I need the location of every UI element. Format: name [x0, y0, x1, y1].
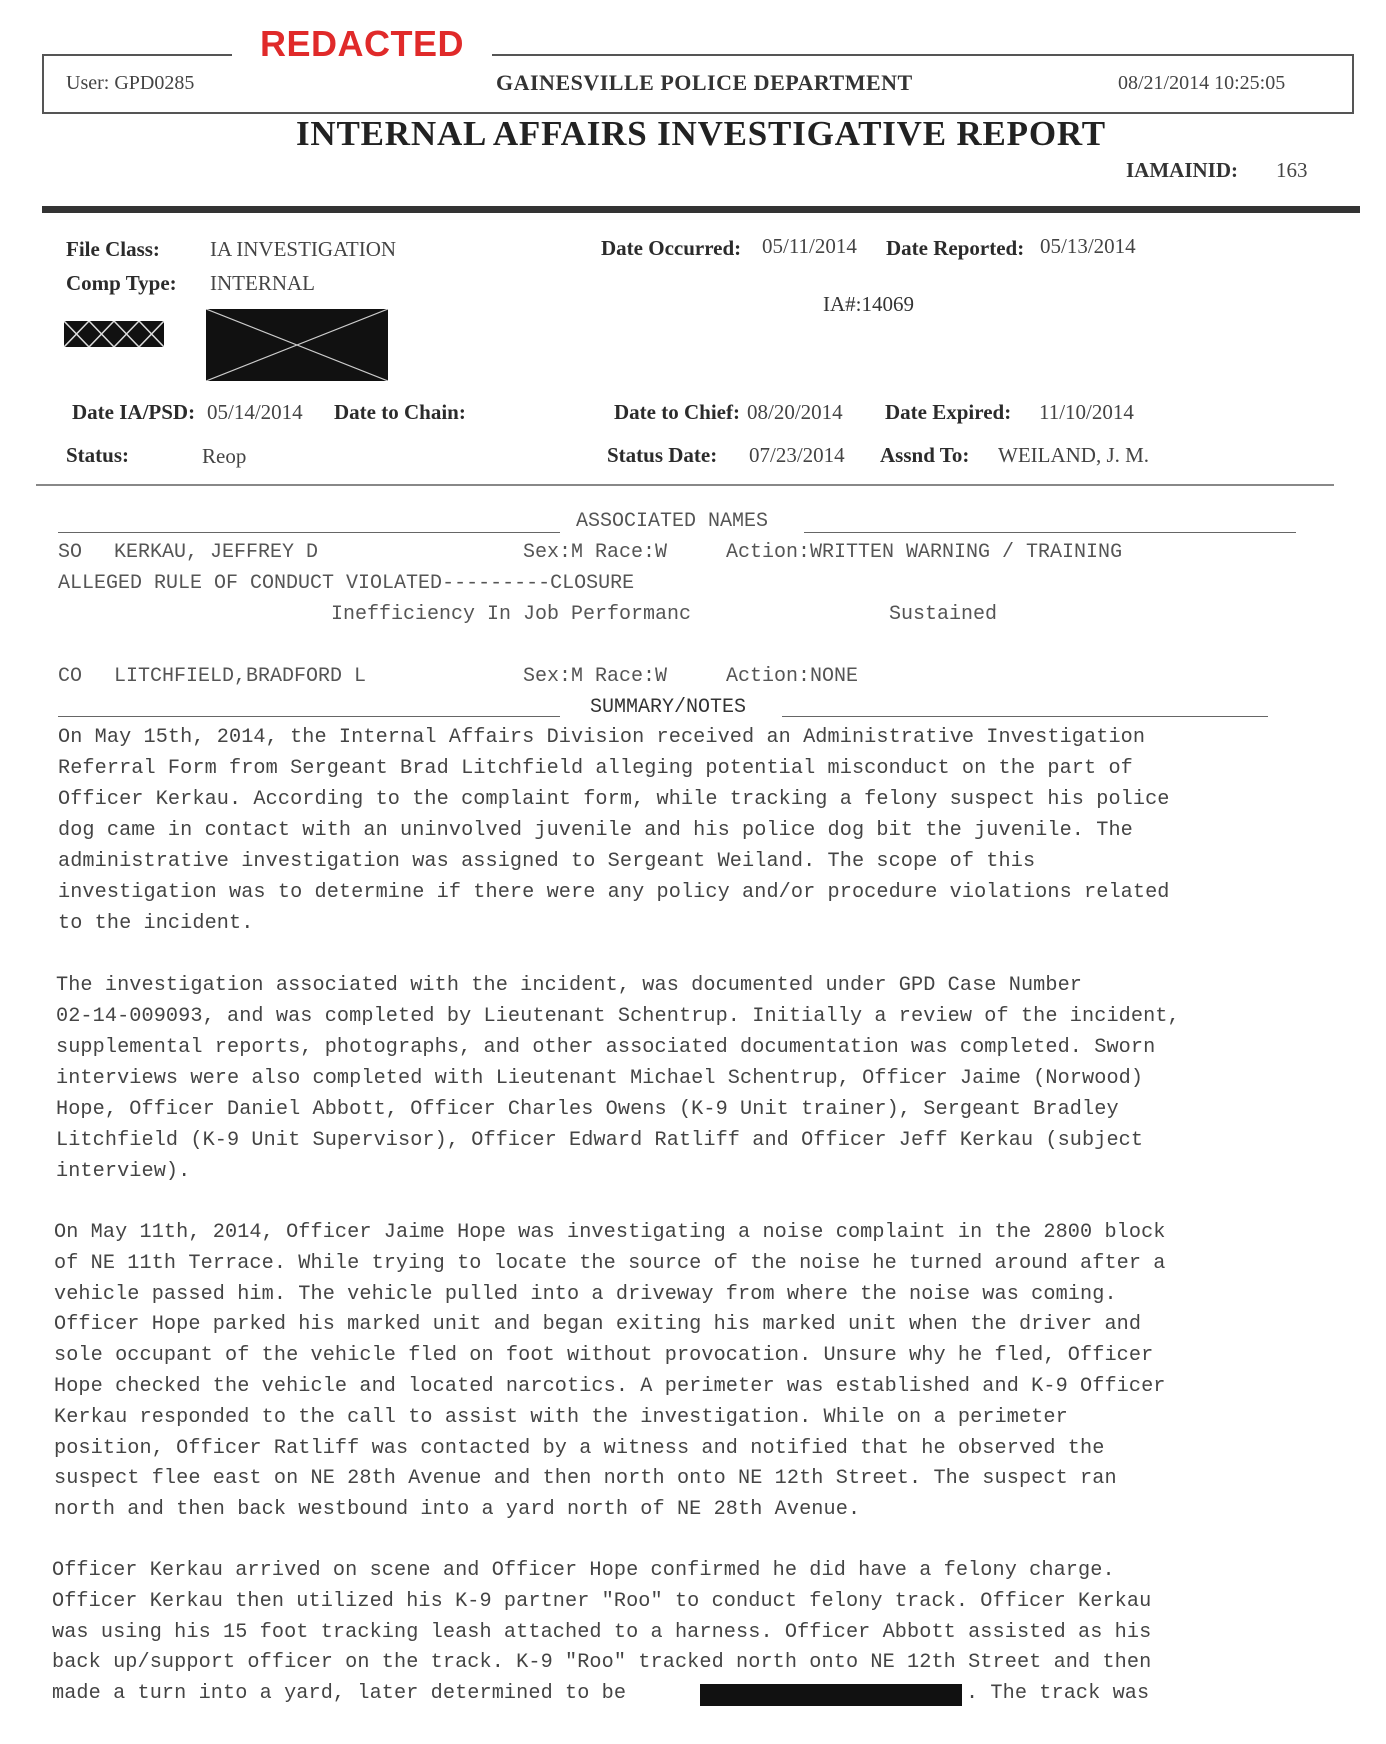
- associated-names-title: ASSOCIATED NAMES: [576, 510, 769, 533]
- department-name: GAINESVILLE POLICE DEPARTMENT: [496, 70, 913, 95]
- summary-line: north and then back westbound into a yard north of NE 28th Avenue.: [54, 1498, 861, 1521]
- summary-line: interviews were also completed with Lieutenant Michael Schentrup, Officer Jaime (Norwood): [56, 1067, 1144, 1090]
- summary-line: Hope checked the vehicle and located narcotics. A perimeter was established and K-9 Officer: [54, 1375, 1166, 1398]
- complainant-name: LITCHFIELD,BRADFORD L: [114, 665, 367, 688]
- rule-closure: Sustained: [889, 603, 998, 626]
- summary-line: The investigation associated with the incident, was documented under GPD Case Number: [56, 974, 1083, 997]
- status-value: Reop: [202, 444, 247, 468]
- summary-line: Hope, Officer Daniel Abbott, Officer Charles Owens (K-9 Unit trainer), Sergeant Bradley: [56, 1098, 1119, 1121]
- summary-line-start: made a turn into a yard, later determined to be: [52, 1682, 627, 1705]
- ia-number: IA#:14069: [823, 292, 914, 316]
- summary-line: supplemental reports, photographs, and other associated documentation was completed. Sworn: [56, 1036, 1156, 1059]
- associated-rule-left: [58, 532, 560, 533]
- assnd-to-value: WEILAND, J. M.: [998, 443, 1150, 467]
- summary-line: to the incident.: [58, 912, 254, 935]
- date-reported-value: 05/13/2014: [1040, 234, 1136, 258]
- status-date-label: Status Date:: [607, 443, 718, 467]
- date-to-chief-value: 08/20/2014: [747, 400, 843, 424]
- summary-line: administrative investigation was assigned to Sergeant Weiland. The scope of this: [58, 850, 1036, 873]
- summary-line: On May 11th, 2014, Officer Jaime Hope was investigating a noise complaint in the 2800 block: [54, 1221, 1166, 1244]
- summary-line: investigation was to determine if there were any policy and/or procedure violations related: [58, 881, 1170, 904]
- date-ia-psd-label: Date IA/PSD:: [72, 400, 196, 424]
- date-expired-value: 11/10/2014: [1039, 400, 1134, 424]
- summary-line: Officer Hope parked his marked unit and began exiting his marked unit when the driver and: [54, 1313, 1142, 1336]
- rule-text: Inefficiency In Job Performanc: [331, 603, 692, 626]
- iamainid-value: 163: [1276, 158, 1308, 182]
- user-id: User: GPD0285: [66, 72, 195, 94]
- date-to-chief-label: Date to Chief:: [614, 400, 740, 424]
- summary-line-end: . The track was: [966, 1682, 1150, 1705]
- file-class-label: File Class:: [66, 237, 160, 261]
- summary-line: interview).: [56, 1160, 191, 1183]
- assnd-to-label: Assnd To:: [880, 443, 970, 467]
- summary-line: Litchfield (K-9 Unit Supervisor), Officer Edward Ratliff and Officer Jeff Kerkau (subject: [56, 1129, 1144, 1152]
- complainant-action: Action:NONE: [726, 665, 859, 688]
- summary-line: was using his 15 foot tracking leash attached to a harness. Officer Abbott assisted as his: [52, 1621, 1152, 1644]
- subject-code: SO: [58, 541, 83, 564]
- iamainid-label: IAMAINID:: [1126, 158, 1238, 182]
- summary-line: Officer Kerkau. According to the complaint form, while tracking a felony suspect his police: [58, 788, 1170, 811]
- summary-line: vehicle passed him. The vehicle pulled into a driveway from where the noise was coming.: [54, 1283, 1117, 1306]
- status-label: Status:: [66, 443, 130, 467]
- print-timestamp: 08/21/2014 10:25:05: [1118, 72, 1286, 94]
- report-title: INTERNAL AFFAIRS INVESTIGATIVE REPORT: [296, 114, 1106, 153]
- summary-notes-title: SUMMARY/NOTES: [590, 696, 747, 719]
- subject-sex-race: Sex:M Race:W: [523, 541, 668, 564]
- rule-header: ALLEGED RULE OF CONDUCT VIOLATED---------CLOSURE: [58, 572, 635, 595]
- summary-line: On May 15th, 2014, the Internal Affairs Division received an Administrative Investigation: [58, 726, 1146, 749]
- date-to-chain-label: Date to Chain:: [334, 400, 466, 424]
- date-occurred-value: 05/11/2014: [762, 234, 857, 258]
- redaction-x-pattern: [206, 309, 388, 381]
- summary-line: position, Officer Ratliff was contacted by a witness and notified that he observed the: [54, 1437, 1105, 1460]
- redacted-stamp: REDACTED: [232, 22, 492, 66]
- summary-rule-left: [58, 716, 560, 717]
- date-expired-label: Date Expired:: [885, 400, 1012, 424]
- summary-line: Officer Kerkau arrived on scene and Officer Hope confirmed he did have a felony charge.: [52, 1559, 1115, 1582]
- date-ia-psd-value: 05/14/2014: [207, 400, 303, 424]
- subject-action: Action:WRITTEN WARNING / TRAINING: [726, 541, 1123, 564]
- redaction-block-value: [206, 309, 388, 381]
- subject-name: KERKAU, JEFFREY D: [114, 541, 319, 564]
- file-class-value: IA INVESTIGATION: [210, 237, 397, 261]
- inline-address-redaction: [700, 1684, 962, 1706]
- status-date-value: 07/23/2014: [749, 443, 845, 467]
- summary-line: Referral Form from Sergeant Brad Litchfield alleging potential misconduct on the part of: [58, 757, 1133, 780]
- summary-line: Officer Kerkau then utilized his K-9 partner "Roo" to conduct felony track. Officer Kerkau: [52, 1590, 1152, 1613]
- summary-rule-right: [782, 716, 1268, 717]
- summary-line: back up/support officer on the track. K-9 "Roo" tracked north onto NE 12th Street and then: [52, 1651, 1152, 1674]
- summary-line: dog came in contact with an uninvolved juvenile and his police dog bit the juvenile. The: [58, 819, 1133, 842]
- summary-line: 02-14-009093, and was completed by Lieutenant Schentrup. Initially a review of the incident,: [56, 1005, 1180, 1028]
- complainant-code: CO: [58, 665, 83, 688]
- summary-line: of NE 11th Terrace. While trying to locate the source of the noise he turned around after a: [54, 1252, 1166, 1275]
- date-occurred-label: Date Occurred:: [601, 236, 742, 260]
- associated-rule-right: [804, 532, 1296, 533]
- comp-type-value: INTERNAL: [210, 271, 315, 295]
- redaction-x-pattern: [64, 321, 164, 347]
- comp-type-label: Comp Type:: [66, 271, 177, 295]
- redaction-block-label: [64, 321, 164, 347]
- header-divider: [42, 206, 1360, 213]
- case-info-divider: [36, 484, 1334, 486]
- complainant-sex-race: Sex:M Race:W: [523, 665, 668, 688]
- summary-line: Kerkau responded to the call to assist with the investigation. While on a perimeter: [54, 1406, 1068, 1429]
- date-reported-label: Date Reported:: [886, 236, 1025, 260]
- summary-line: suspect flee east on NE 28th Avenue and then north onto NE 12th Street. The suspect ran: [54, 1467, 1117, 1490]
- summary-line: sole occupant of the vehicle fled on foot without provocation. Unsure why he fled, Officer: [54, 1344, 1154, 1367]
